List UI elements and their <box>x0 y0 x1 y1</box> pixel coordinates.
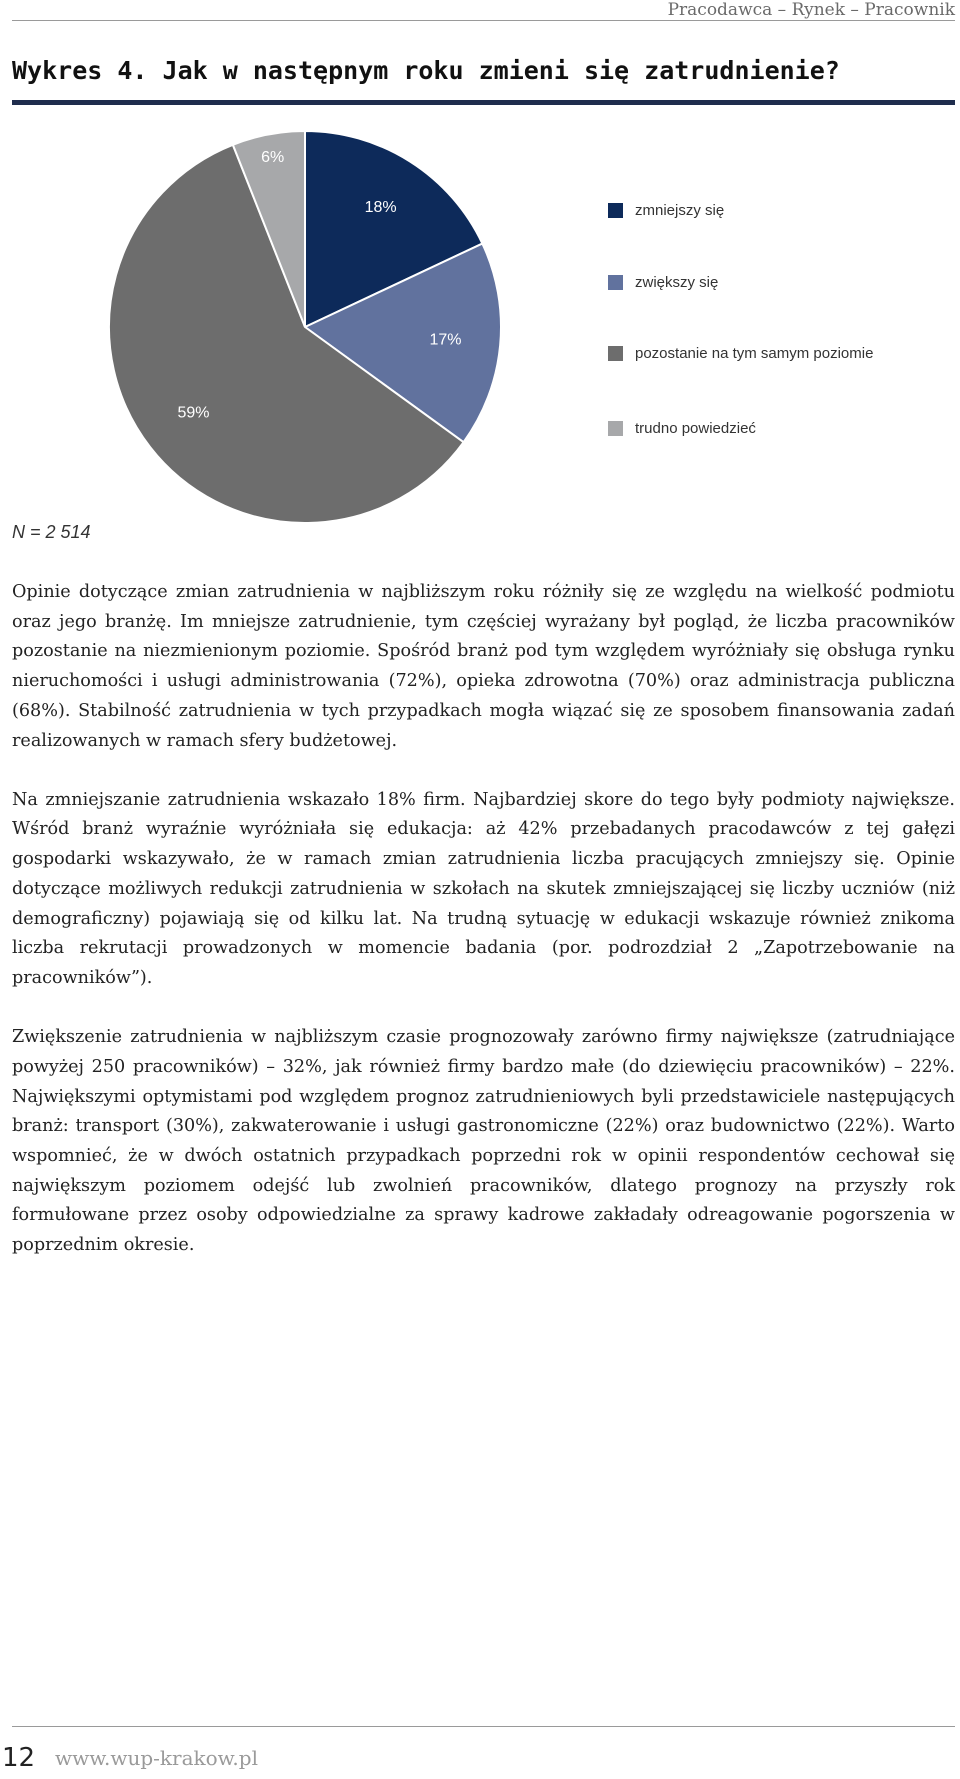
pie-slice-label-4: 6% <box>261 148 285 166</box>
legend-item-3 <box>608 343 873 363</box>
legend-label: pozostanie na tym samym poziomie <box>635 344 874 362</box>
sample-size-note: N = 2 514 <box>12 522 91 542</box>
legend-item-1 <box>608 200 724 220</box>
page-number: 12 <box>2 1743 36 1773</box>
paragraph-3: Zwiększenie zatrudnienia w najbliższym czasie prognozowały zarówno firmy największe (zatrudniające powyżej 250 pracowników) – 32%, jak również firmy bardzo małe (do dziewięciu pracowników) – 22%. Największymi optymistami pod względem prognoz zatrudnieniowych byli przedstawiciele następujących branż: transport (30%), zakwaterowanie i usługi gastronomiczne (22%) oraz budownictwo (22%). Warto wspomnieć, że w dwóch ostatnich przypadkach poprzedni rok w opinii respondentów cechował się największym poziomem odejść lub zwolnień pracowników, dlatego prognozy na przyszły rok formułowane przez osoby odpowiedzialne za sprawy kadrowe zakładały odreagowanie pogorszenia w poprzednim okresie. <box>12 1027 955 1256</box>
pie-slice-label-3: 59% <box>177 404 210 422</box>
pie-slice-label-2: 17% <box>429 331 462 349</box>
legend-swatch <box>608 346 623 361</box>
pie-slice-label-1: 18% <box>364 199 397 217</box>
legend-label: trudno powiedzieć <box>635 419 756 437</box>
legend-item-2 <box>608 272 718 292</box>
legend-swatch <box>608 203 623 218</box>
footer-divider <box>12 1726 955 1727</box>
paragraph-1: Opinie dotyczące zmian zatrudnienia w najbliższym roku różniły się ze względu na wielkość podmiotu oraz jego branżę. Im mniejsze zatrudnienie, tym częściej wyrażany był pogląd, że liczba pracowników pozostanie na niezmienionym poziomie. Spośród branż pod tym względem wyróżniały się obsługa rynku nieruchomości i usługi administrowania (72%), opieka zdrowotna (70%) oraz administracja publiczna (68%). Stabilność zatrudnienia w tych przypadkach mogła wiązać się ze sposobem finansowania zadań realizowanych w ramach sfery budżetowej. <box>12 582 955 751</box>
header-divider <box>12 20 955 21</box>
legend-label: zmniejszy się <box>635 201 725 219</box>
chart-title: Wykres 4. Jak w następnym roku zmieni się zatrudnienie? <box>12 56 840 85</box>
paragraph-2: Na zmniejszanie zatrudnienia wskazało 18% firm. Najbardziej skore do tego były podmioty największe. Wśród branż wyraźnie wyróżniała się edukacja: aż 42% przebadanych pracodawców z tej gałęzi gospodarki wskazywało, że w ramach zmian zatrudnienia liczba pracujących zmniejszy się. Opinie dotyczące możliwych redukcji zatrudnienia w szkołach na skutek zmniejszającej się liczby uczniów (niż demograficzny) pojawiają się od kilku lat. Na trudną sytuację w edukacji wskazuje również znikoma liczba rekrutacji prowadzonych w momencie badania (por. podrozdział 2 „Zapotrzebowanie na pracowników”). <box>12 789 955 988</box>
footer-url: www.wup-krakow.pl <box>55 1746 258 1770</box>
running-header: Pracodawca – Rynek – Pracownik <box>667 0 955 20</box>
legend-swatch <box>608 421 623 436</box>
legend-label: zwiększy się <box>635 273 719 291</box>
pie-chart <box>90 110 530 530</box>
chart-title-underline <box>12 100 955 105</box>
body-text <box>12 578 955 1290</box>
legend-swatch <box>608 275 623 290</box>
legend-item-4 <box>608 418 756 438</box>
